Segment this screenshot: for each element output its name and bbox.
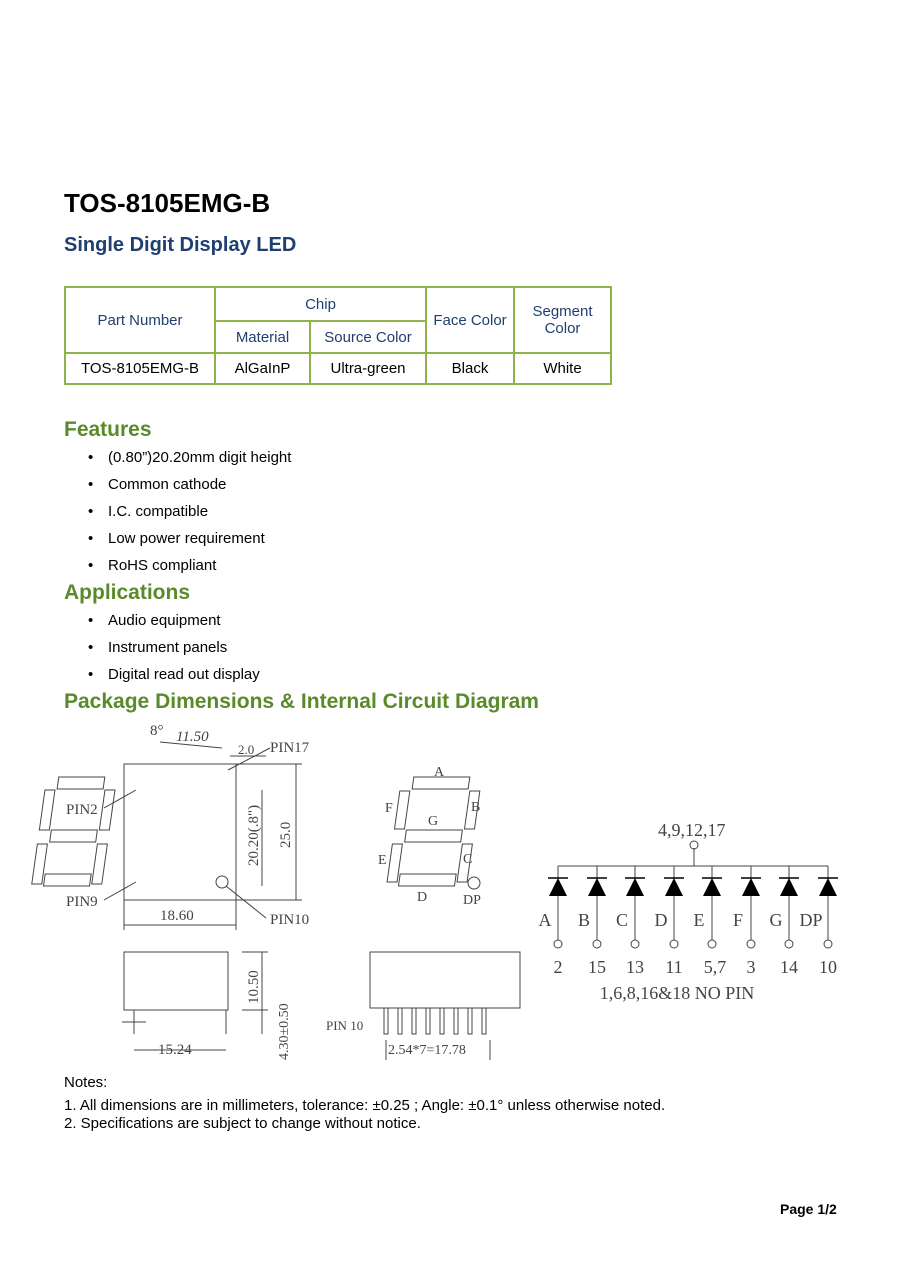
spec-table: [64, 286, 612, 385]
header-material: Material: [215, 321, 310, 353]
circuit-label-g: G: [769, 910, 783, 930]
package-drawing: [0, 720, 900, 1070]
dim-angle: 8°: [150, 723, 164, 739]
notes-heading: Notes:: [64, 1074, 108, 1091]
cell-segment-color: White: [514, 353, 611, 384]
list-item: • I.C. compatible: [88, 502, 291, 529]
circuit-pin: 10: [819, 957, 837, 977]
circuit-pin: 13: [626, 957, 644, 977]
dim-offset: 2.0: [238, 742, 255, 757]
applications-list: [88, 611, 260, 692]
note-item: 2. Specifications are subject to change without notice.: [64, 1115, 421, 1132]
circuit-pin: 3: [746, 957, 756, 977]
list-item: • (0.80”)20.20mm digit height: [88, 448, 291, 475]
segment-dp-label: DP: [463, 893, 481, 908]
header-source-color: Source Color: [310, 321, 426, 353]
cell-face-color: Black: [426, 353, 514, 384]
notes: [64, 1074, 665, 1133]
header-face-color: Face Color: [426, 287, 514, 353]
circuit-label-c: C: [615, 910, 629, 930]
note-item: 1. All dimensions are in millimeters, tolerance: ±0.25 ; Angle: ±0.1° unless otherwise noted.: [64, 1097, 666, 1114]
label-pin10: PIN10: [270, 912, 310, 928]
segment-b-label: B: [471, 800, 481, 815]
list-item: • Low power requirement: [88, 529, 291, 556]
dim-pitch: 2.54*7=17.78: [388, 1043, 466, 1058]
page-label: Page: [780, 1201, 818, 1217]
circuit-pin: 11: [665, 957, 683, 977]
header-chip: Chip: [215, 287, 426, 321]
circuit-label-a: A: [538, 910, 552, 930]
circuit-pin: 14: [780, 957, 798, 977]
circuit-label-b: B: [577, 910, 591, 930]
cell-part-number: TOS-8105EMG-B: [65, 353, 215, 384]
list-item: • Audio equipment: [88, 611, 260, 638]
segment-a-label: A: [434, 765, 445, 780]
dim-pin-length: 4.30±0.50: [277, 1003, 292, 1060]
segment-e-label: E: [378, 853, 387, 868]
dim-height: 25.0: [278, 821, 294, 848]
circuit-pin: 5,7: [703, 957, 727, 977]
circuit-pin: 15: [588, 957, 606, 977]
cell-source-color: Ultra-green: [310, 353, 426, 384]
segment-g-label: G: [428, 814, 439, 829]
page-count: 1/2: [817, 1201, 837, 1217]
circuit-label-e: E: [693, 910, 705, 930]
dim-digit-height: 20.20(.8"): [246, 804, 262, 866]
list-item: • RoHS compliant: [88, 556, 291, 583]
page-title: TOS-8105EMG-B: [64, 188, 271, 218]
segment-d-label: D: [417, 890, 428, 905]
segment-f-label: F: [385, 801, 393, 816]
dim-side-width: 15.24: [158, 1042, 192, 1058]
package-heading: Package Dimensions & Internal Circuit Diagram: [64, 690, 539, 713]
applications-heading: Applications: [64, 581, 191, 604]
dim-side-height: 10.50: [246, 970, 262, 1004]
circuit-label-dp: DP: [799, 910, 823, 930]
circuit-pin: 2: [553, 957, 563, 977]
circuit-no-pin: 1,6,8,16&18 NO PIN: [599, 983, 755, 1003]
label-pin2: PIN2: [66, 802, 98, 818]
cell-material: AlGaInP: [215, 353, 310, 384]
label-bottom-pin10: PIN 10: [326, 1018, 364, 1033]
features-list: [88, 448, 291, 583]
list-item: • Instrument panels: [88, 638, 260, 665]
page-subtitle: Single Digit Display LED: [64, 234, 297, 256]
circuit-label-d: D: [654, 910, 668, 930]
circuit-common: 4,9,12,17: [658, 820, 726, 840]
label-pin9: PIN9: [66, 894, 98, 910]
header-segment-color: Segment Color: [514, 287, 611, 353]
label-pin17: PIN17: [270, 740, 310, 756]
segment-c-label: C: [463, 852, 473, 867]
list-item: • Digital read out display: [88, 665, 260, 692]
list-item: • Common cathode: [88, 475, 291, 502]
header-part-number: Part Number: [65, 287, 215, 353]
dim-width-top: 11.50: [176, 729, 209, 745]
features-heading: Features: [64, 418, 152, 441]
page-number: [780, 1201, 837, 1217]
dim-width: 18.60: [160, 908, 194, 924]
circuit-label-f: F: [732, 910, 744, 930]
